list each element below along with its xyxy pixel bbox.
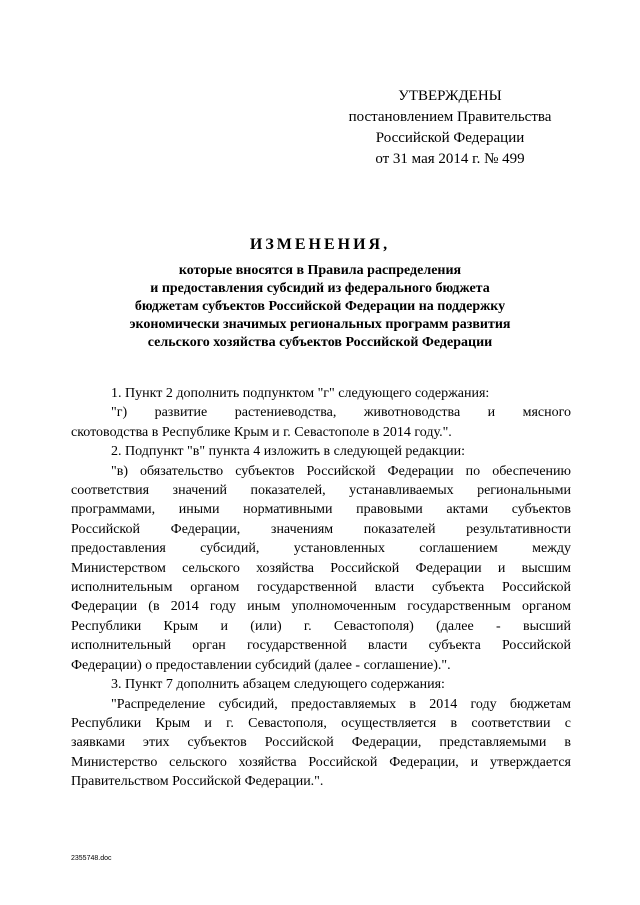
body-line: Федерации) о предоставлении субсидий (далее - соглашение).".: [71, 657, 451, 673]
body-line: программами, иными нормативными правовыми актами субъектов: [71, 502, 571, 518]
body-line: предоставления субсидий, установленных соглашением между: [71, 541, 571, 557]
subtitle-line: сельского хозяйства субъектов Российской Федерации: [147, 335, 493, 350]
body-line: "Распределение субсидий, предоставляемых в 2014 году бюджетам: [111, 696, 571, 712]
approval-line: Российской Федерации: [375, 130, 525, 146]
body-line: соответствия значений показателей, устанавливаемых региональными: [71, 483, 571, 499]
body-line: заявками этих субъектов Российской Федерации, представляемыми в: [71, 735, 571, 751]
body-line: 2. Подпункт "в" пункта 4 изложить в следующей редакции:: [111, 444, 465, 460]
approval-line: постановлением Правительства: [348, 109, 552, 125]
subtitle-line: которые вносятся в Правила распределения: [178, 263, 462, 278]
approval-heading: УТВЕРЖДЕНЫ: [398, 88, 502, 104]
body-line: Федерации (в 2014 году иным уполномоченным государственным органом: [71, 599, 571, 615]
body-line: скотоводства в Республике Крым и г. Севастополе в 2014 году.".: [71, 424, 452, 440]
body-line: исполнительный орган государственной власти субъекта Российской: [71, 638, 571, 654]
approval-block: [330, 86, 570, 170]
file-reference: 2355748.doc: [71, 855, 112, 862]
body-line: Республики Крым и г. Севастополя, осуществляется в соответствии с: [71, 715, 571, 731]
body-line: исполнительным органом государственной власти субъекта Российской: [71, 580, 571, 596]
body-line: Российской Федерации, значениям показателей результативности: [71, 521, 571, 537]
document-title: ИЗМЕНЕНИЯ,: [249, 236, 391, 253]
subtitle-line: бюджетам субъектов Российской Федерации на поддержку: [134, 299, 506, 314]
body-line: Правительством Российской Федерации.".: [71, 774, 324, 790]
body-line: Республики Крым и (или) г. Севастополя) (далее - высший: [71, 618, 571, 634]
body-line: "г) развитие растениеводства, животноводства и мясного: [111, 405, 571, 421]
approval-date-number: от 31 мая 2014 г. № 499: [375, 151, 525, 167]
document-body: [71, 384, 571, 792]
body-line: "в) обязательство субъектов Российской Федерации по обеспечению: [111, 463, 571, 479]
body-line: Министерством сельского хозяйства Российской Федерации и высшим: [71, 560, 571, 576]
body-line: Министерство сельского хозяйства Российской Федерации, и утверждается: [71, 754, 571, 770]
document-subtitle: [40, 262, 600, 352]
subtitle-line: экономически значимых региональных программ развития: [129, 317, 511, 332]
subtitle-line: и предоставления субсидий из федерального бюджета: [150, 281, 490, 296]
body-line: 3. Пункт 7 дополнить абзацем следующего содержания:: [111, 677, 445, 693]
body-line: 1. Пункт 2 дополнить подпунктом "г" следующего содержания:: [111, 386, 490, 401]
